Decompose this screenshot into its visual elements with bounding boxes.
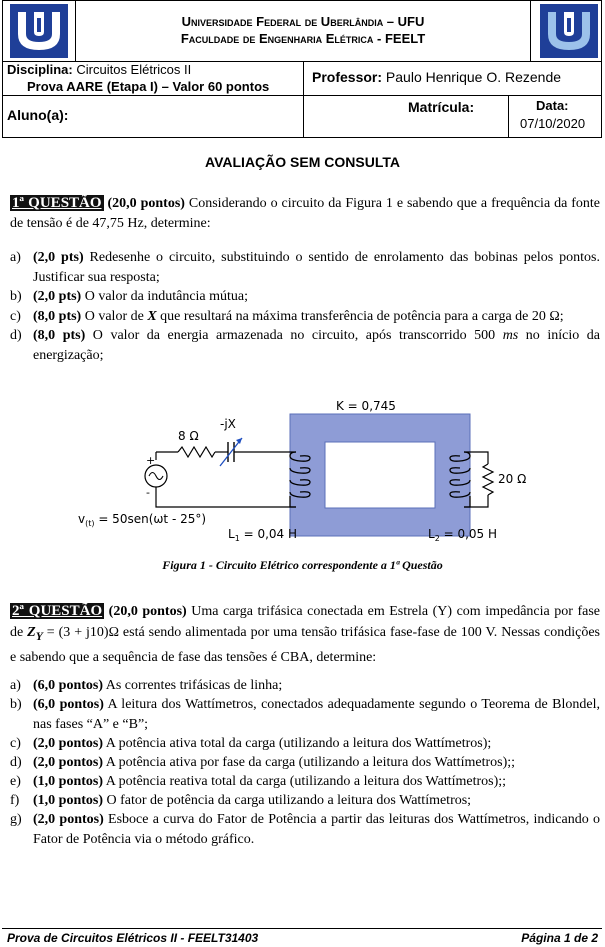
item-text: A potência ativa total da carga (utilizando a leitura dos Wattímetros); <box>103 736 492 751</box>
item-points: (2,0 pontos) <box>33 755 104 770</box>
q2-label: 2ª QUESTÃO <box>12 603 103 619</box>
item-points: (1,0 pontos) <box>33 793 104 808</box>
item-text: O fator de potência da carga utilizando a leitura dos Wattímetros; <box>103 793 472 808</box>
university-name: Universidade Federal de Uberlândia – UFU <box>181 14 425 29</box>
date-label: Data: <box>536 98 569 113</box>
q2-item-c <box>10 734 600 754</box>
q2-intro-text: Uma carga trifásica conectada em Estrela (Y) com impedância por fase de <box>10 604 600 640</box>
item-text: no início da energização; <box>33 328 600 363</box>
source-plus: + <box>146 454 156 467</box>
variable-arrow-head <box>236 438 242 444</box>
q1-label: 1ª QUESTÃO <box>12 195 102 211</box>
student-label: Aluno(a): <box>7 107 69 123</box>
impedance-symbol: Z <box>27 625 36 640</box>
impedance-value: = (3 + j10)Ω <box>42 625 119 640</box>
load-label: 20 Ω <box>498 472 527 486</box>
divider <box>530 0 531 61</box>
source-minus: - <box>146 486 150 499</box>
item-points: (2,0 pontos) <box>33 736 104 751</box>
item-points: (8,0 pts) <box>33 309 82 324</box>
resistor-8ohm <box>178 447 215 457</box>
item-letter: d) <box>10 328 22 343</box>
l1-label: $L_1 = 0,04$ H <box>228 527 298 543</box>
item-letter: b) <box>10 697 22 712</box>
wire <box>156 487 296 507</box>
item-points: (6,0 pontos) <box>33 697 104 712</box>
divider <box>2 95 602 96</box>
page-title: AVALIAÇÃO SEM CONSULTA <box>205 154 400 170</box>
exam-title: Prova AARE (Etapa I) – Valor 60 pontos <box>27 79 270 94</box>
item-points: (1,0 pontos) <box>33 774 104 789</box>
item-text: O valor da energia armazenada no circuito, após transcorrido 500 <box>85 328 503 343</box>
circuit-figure <box>70 392 550 547</box>
q2-item-a <box>10 676 600 696</box>
coupling-label: K = 0,745 <box>336 399 396 413</box>
item-points: (2,0 pts) <box>33 289 82 304</box>
registration-label: Matrícula: <box>408 99 475 115</box>
discipline <box>7 62 191 77</box>
item-text: Redesenhe o circuito, substituindo o sentido de enrolamento das bobinas pelos pontos. Justificar sua resposta; <box>33 250 600 285</box>
q2-points: (20,0 pontos) <box>108 604 187 619</box>
item-points: (6,0 pontos) <box>33 678 104 693</box>
item-text: A potência reativa total da carga (utilizando a leitura dos Wattímetros);; <box>103 774 507 789</box>
footer-left: Prova de Circuitos Elétricos II - FEELT31403 <box>7 931 259 945</box>
item-text: O valor de <box>81 309 148 324</box>
professor <box>312 69 561 85</box>
item-text: O valor da indutância mútua; <box>81 289 249 304</box>
q2-item-f <box>10 791 600 811</box>
q1-intro <box>10 193 600 234</box>
item-text: A leitura dos Wattímetros, conectados adequadamente segundo o Teorema de Blondel, nas fases “A” e “B”; <box>33 697 600 732</box>
q2-item-b <box>10 695 600 735</box>
q1-points: (20,0 pontos) <box>107 196 185 211</box>
professor-value: Paulo Henrique O. Rezende <box>385 69 562 85</box>
ufu-logo-left <box>10 4 68 58</box>
q2-item-g <box>10 810 600 850</box>
item-letter: b) <box>10 289 22 304</box>
item-letter: c) <box>10 736 21 751</box>
discipline-label: Disciplina: <box>7 62 73 77</box>
item-points: (2,0 pontos) <box>33 812 104 827</box>
item-letter: a) <box>10 250 21 265</box>
q2-intro <box>10 601 600 668</box>
source-expression: $v_{(t)} = 50sen(\omega t - 25^\circ)$ <box>78 512 207 528</box>
item-letter: a) <box>10 678 21 693</box>
item-text: As correntes trifásicas de linha; <box>103 678 283 693</box>
discipline-value: Circuitos Elétricos II <box>76 62 192 77</box>
q1-item-b <box>10 287 600 307</box>
divider <box>508 95 509 138</box>
q2-intro-text: está sendo alimentada por uma tensão trifásica fase-fase de 100 V. Nessas condições e sabendo que a sequência de fase das tensões é CBA, determine: <box>10 625 600 665</box>
divider <box>303 61 304 138</box>
item-text: que resultará na máxima transferência de potência para a carga de 20 Ω; <box>156 309 564 324</box>
q2-item-e <box>10 772 600 792</box>
l2-label: $L_2 = 0,05$ H <box>428 527 498 543</box>
impedance-subscript: Y <box>35 629 43 643</box>
faculty-name: Faculdade de Engenharia Elétrica - FEELT <box>180 31 426 46</box>
item-points: (8,0 pts) <box>33 328 86 343</box>
capacitor-label: -jX <box>220 417 236 431</box>
item-letter: d) <box>10 755 22 770</box>
resistor-20ohm <box>483 464 493 495</box>
q2-item-d <box>10 753 600 773</box>
core-window <box>325 442 435 508</box>
item-letter: f) <box>10 793 20 808</box>
professor-label: Professor: <box>312 69 383 85</box>
item-points: (2,0 pts) <box>33 250 84 265</box>
footer-rule <box>2 928 602 929</box>
item-variable: X <box>147 309 157 324</box>
circuit-diagram <box>70 392 550 547</box>
resistor-label: 8 Ω <box>178 429 199 443</box>
q1-intro-text: Considerando o circuito da Figura 1 e sabendo que a frequência da fonte de tensão é de 47,75 Hz, determine: <box>10 196 601 231</box>
date-value: 07/10/2020 <box>520 116 586 131</box>
footer-page-number: Página 1 de 2 <box>521 931 598 945</box>
figure-caption: Figura 1 - Circuito Elétrico correspondente a 1ª Questão <box>162 558 443 572</box>
item-letter: e) <box>10 774 21 789</box>
q1-item-c <box>10 307 600 327</box>
q1-item-a <box>10 248 600 288</box>
item-letter: c) <box>10 309 21 324</box>
feelt-logo-right <box>540 4 598 58</box>
q1-item-d <box>10 326 600 366</box>
item-text: A potência ativa por fase da carga (utilizando a leitura dos Wattímetros);; <box>103 755 516 770</box>
item-variable: ms <box>502 328 519 343</box>
item-letter: g) <box>10 812 22 827</box>
item-text: Esboce a curva do Fator de Potência a partir das leituras dos Wattímetros, indicando o Fator de Potência via o método gráfico. <box>33 812 600 847</box>
